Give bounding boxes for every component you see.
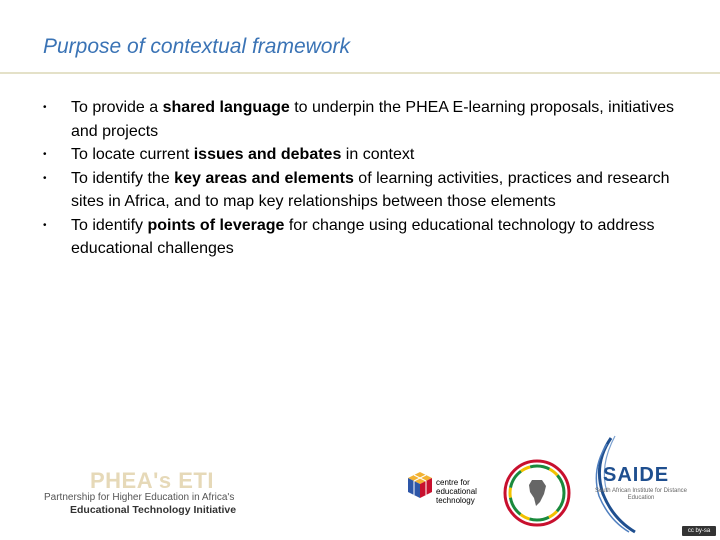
- bullet-text: To provide a: [71, 99, 163, 116]
- slide-title: Purpose of contextual framework: [43, 35, 350, 58]
- phea-eti-logo: [44, 468, 284, 518]
- bullet-dot-icon: •: [43, 172, 47, 184]
- africa-seal-icon: [502, 458, 572, 528]
- cube-logo-icon: [404, 468, 438, 504]
- bullet-item: [43, 167, 693, 214]
- bullet-emphasis: issues and debates: [193, 146, 342, 163]
- bullet-item: [43, 143, 693, 167]
- bullet-text: in context: [341, 146, 415, 163]
- saide-logo: [583, 434, 693, 534]
- bullet-text: To identify the: [71, 169, 175, 187]
- saide-name: SAIDE: [603, 464, 670, 486]
- bullet-text: To locate current: [71, 146, 194, 163]
- bullet-dot-icon: •: [43, 219, 47, 231]
- bullet-emphasis: key areas and elements: [174, 169, 354, 187]
- bullet-emphasis: shared language: [162, 99, 290, 116]
- bullet-emphasis: points of leverage: [147, 216, 285, 234]
- phea-logo-heading: PHEA's ETI: [90, 468, 214, 493]
- title-divider: [0, 72, 720, 74]
- bullet-item: [43, 214, 693, 261]
- bullet-dot-icon: •: [43, 102, 47, 113]
- phea-logo-line1: Partnership for Higher Education in Africa's: [44, 492, 235, 503]
- bullet-text: to underpin the PHEA E-learning proposals, initiatives and projects: [71, 99, 674, 140]
- phea-logo-line2: Educational Technology Initiative: [70, 504, 237, 516]
- bullet-dot-icon: •: [43, 149, 47, 160]
- saide-subtitle: South African Institute for Distance Education: [594, 488, 688, 501]
- bullet-text: for change using educational technology to address educational challenges: [71, 216, 655, 257]
- bullet-text: of learning activities, practices and research sites in Africa, and to map key relationships between those elements: [71, 169, 670, 210]
- bullet-text: To identify: [71, 216, 148, 234]
- bullet-item: [43, 96, 693, 143]
- university-seal-logo: [502, 458, 572, 528]
- cet-logo-text: centre for educational technology: [436, 478, 477, 505]
- bullet-list: [43, 96, 693, 261]
- license-badge: cc by-sa: [682, 526, 716, 536]
- centre-for-educational-technology-logo: [404, 468, 494, 508]
